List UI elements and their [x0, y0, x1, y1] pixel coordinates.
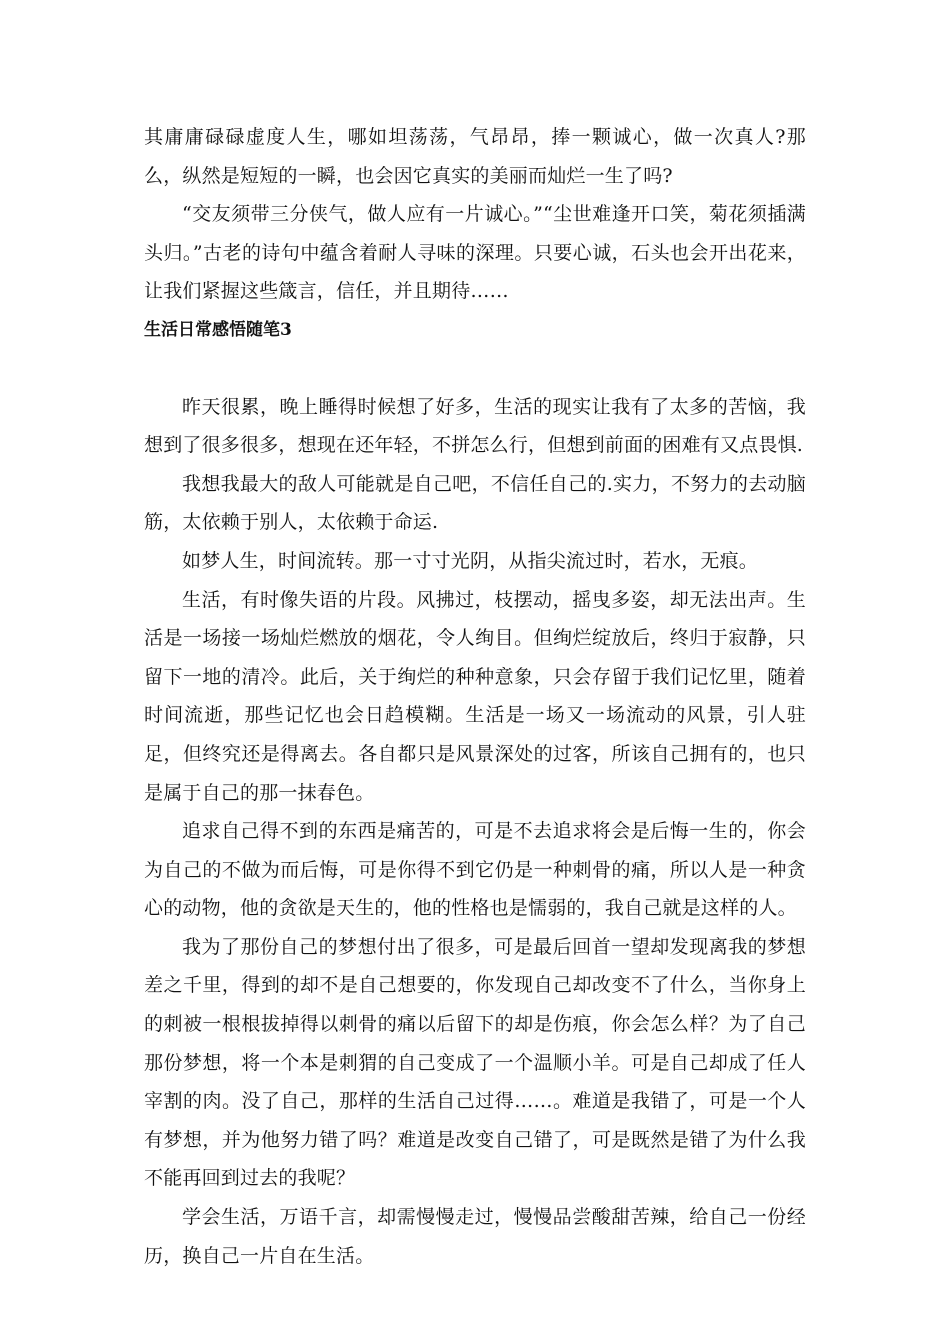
- paragraph: 我想我最大的敌人可能就是自己吧，不信任自己的.实力，不努力的去动脑筋，太依赖于别人，太依赖于命运.: [144, 472, 806, 534]
- paragraph: 追求自己得不到的东西是痛苦的，可是不去追求将会是后悔一生的，你会为自己的不做为而后悔，可是你得不到它仍是一种刺骨的痛，所以人是一种贪心的动物，他的贪欲是天生的，他的性格也是懦弱的，我自己就是这样的人。: [144, 820, 806, 920]
- section-title: 生活日常感悟随笔3: [144, 319, 292, 340]
- document-page: [144, 118, 806, 1275]
- paragraph: 生活，有时像失语的片段。风拂过，枝摆动，摇曳多姿，却无法出声。生活是一场接一场灿烂燃放的烟花，令人绚目。但绚烂绽放后，终归于寂静，只留下一地的清冷。此后，关于绚烂的种种意象，只会存留于我们记忆里，随着时间流逝，那些记忆也会日趋模糊。生活是一场又一场流动的风景，引人驻足，但终究还是得离去。各自都只是风景深处的过客，所该自己拥有的，也只是属于自己的那一抹春色。: [144, 588, 806, 804]
- paragraph: 如梦人生，时间流转。那一寸寸光阴，从指尖流过时，若水，无痕。: [182, 549, 759, 572]
- blank-line: [144, 350, 806, 388]
- paragraph: 我为了那份自己的梦想付出了很多，可是最后回首一望却发现离我的梦想差之千里，得到的却不是自己想要的，你发现自己却改变不了什么，当你身上的刺被一根根拔掉得以刺骨的痛以后留下的却是伤痕，你会怎么样？为了自己那份梦想，将一个本是刺猬的自己变成了一个温顺小羊。可是自己却成了任人宰割的肉。没了自己，那样的生活自己过得……。难道是我错了，可是一个人有梦想，并为他努力错了吗？难道是改变自己错了，可是既然是错了为什么我不能再回到过去的我呢？: [144, 935, 806, 1190]
- paragraph-poem-quote: “交友须带三分侠气，做人应有一片诚心。”“尘世难逢开口笑，菊花须插满头归。”古老的诗句中蕴含着耐人寻味的深理。只要心诚，石头也会开出花来，让我们紧握这些箴言，信任，并且期待……: [144, 203, 806, 303]
- paragraph: 昨天很累，晚上睡得时候想了好多，生活的现实让我有了太多的苦恼，我想到了很多很多，想现在还年轻，不拼怎么行，但想到前面的困难有又点畏惧.: [144, 395, 806, 457]
- paragraph: 学会生活，万语千言，却需慢慢走过，慢慢品尝酸甜苦辣，给自己一份经历，换自己一片自在生活。: [144, 1206, 806, 1267]
- paragraph-continued: 其庸庸碌碌虚度人生，哪如坦荡荡，气昂昂，捧一颗诚心，做一次真人?那么，纵然是短短的一瞬，也会因它真实的美丽而灿烂一生了吗?: [144, 126, 806, 187]
